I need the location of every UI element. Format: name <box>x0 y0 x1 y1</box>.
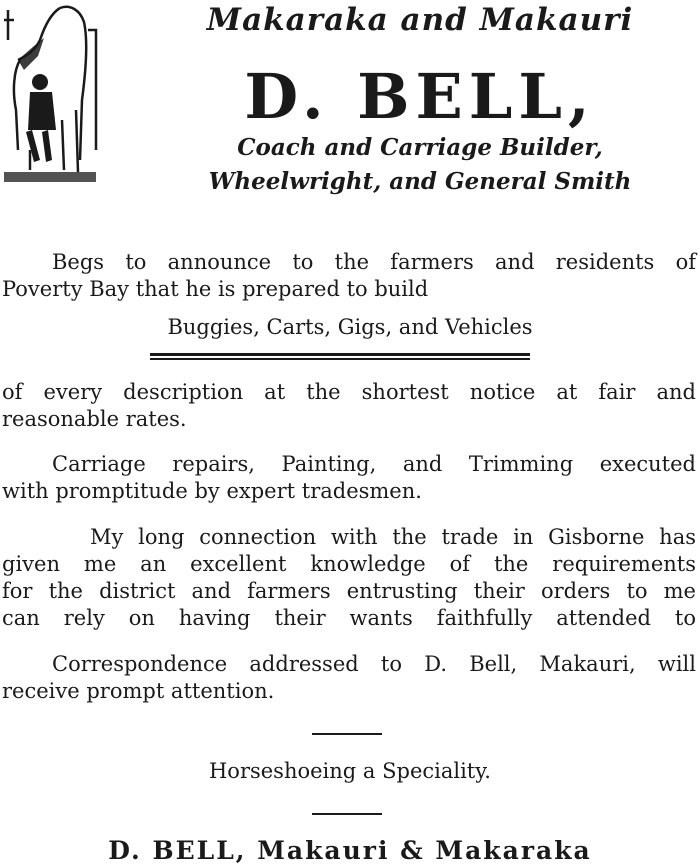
location-title: Makaraka and Makauri <box>206 2 634 38</box>
text-line: My long connection with the trade in Gisborne has <box>90 525 696 549</box>
text-line: can rely on having their wants faithfully attended to <box>2 606 696 630</box>
signature-line: D. BELL, Makauri & Makaraka <box>108 836 592 865</box>
proprietor-name: D. BELL, <box>244 60 596 133</box>
text-line: reasonable rates. <box>2 407 187 431</box>
short-divider <box>312 733 382 735</box>
paragraph-description <box>2 379 696 433</box>
text-line: given me an excellent knowledge of the requirements <box>2 552 696 576</box>
text-line: Poverty Bay that he is prepared to build <box>2 277 429 301</box>
divider-double-rule <box>150 353 530 356</box>
text-line: of every description at the shortest notice at fair and <box>2 380 696 404</box>
trade-line-2: Wheelwright, and General Smith <box>208 168 632 195</box>
vehicles-heading: Buggies, Carts, Gigs, and Vehicles <box>167 315 533 339</box>
text-line: receive prompt attention. <box>2 679 275 703</box>
paragraph-connection <box>2 524 696 632</box>
text-line: Begs to announce to the farmers and residents of <box>52 250 696 274</box>
paragraph-repairs <box>2 451 696 505</box>
paragraph-announcement <box>2 249 696 303</box>
paragraph-correspondence <box>2 651 696 705</box>
speciality-line: Horseshoeing a Speciality. <box>208 759 491 783</box>
short-divider <box>312 813 382 815</box>
text-line: Correspondence addressed to D. Bell, Makauri, will <box>52 652 696 676</box>
divider-double-rule <box>150 358 530 360</box>
text-line: Carriage repairs, Painting, and Trimming executed <box>52 452 696 476</box>
text-line: with promptitude by expert tradesmen. <box>2 479 422 503</box>
blacksmith-horse-illustration <box>0 0 100 190</box>
trade-line-1: Coach and Carriage Builder, <box>237 134 603 161</box>
text-line: for the district and farmers entrusting their orders to me <box>2 579 696 603</box>
